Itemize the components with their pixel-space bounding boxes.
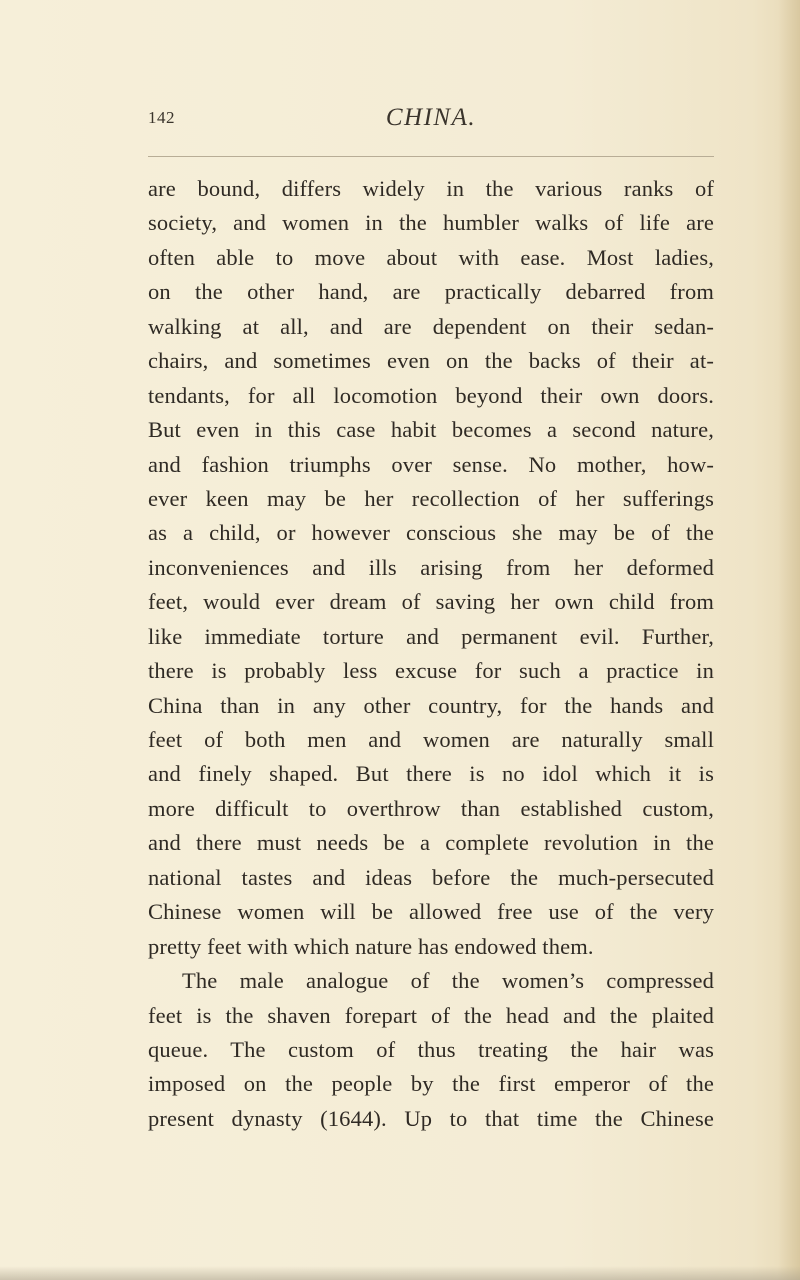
text-line: queue. The custom of thus treating the hair was <box>148 1036 714 1062</box>
page-bottom-shadow <box>0 1266 800 1280</box>
text-line: and fashion triumphs over sense. No mother, how- <box>148 451 714 477</box>
page-header <box>148 104 714 140</box>
text-line: like immediate torture and permanent evil. Further, <box>148 623 714 649</box>
text-line: chairs, and sometimes even on the backs of their at- <box>148 348 714 374</box>
text-line: tendants, for all locomotion beyond their own doors. <box>148 382 714 408</box>
text-line: Chinese women will be allowed free use of the very <box>148 899 714 925</box>
text-line: present dynasty (1644). Up to that time the Chinese <box>148 1105 714 1131</box>
text-line: China than in any other country, for the hands and <box>148 692 714 718</box>
text-line: inconveniences and ills arising from her deformed <box>148 554 714 580</box>
text-line: feet, would ever dream of saving her own child from <box>148 589 714 615</box>
text-line: feet of both men and women are naturally small <box>148 727 714 752</box>
running-head: CHINA. <box>385 104 477 131</box>
text-line: ever keen may be her recollection of her sufferings <box>148 485 714 511</box>
text-line: society, and women in the humbler walks of life are <box>148 210 714 236</box>
paragraph-end-line: pretty feet with which nature has endowed them. <box>148 933 594 959</box>
text-line: national tastes and ideas before the much-persecuted <box>148 864 714 890</box>
text-line: But even in this case habit becomes a second nature, <box>148 417 714 443</box>
text-line: there is probably less excuse for such a practice in <box>148 658 714 684</box>
page-edge-shadow <box>778 0 800 1280</box>
paragraph-start-line: The male analogue of the women’s compressed <box>182 968 714 994</box>
text-line: walking at all, and are dependent on their sedan- <box>148 313 714 339</box>
text-line: and finely shaped. But there is no idol which it is <box>148 761 714 787</box>
text-line: feet is the shaven forepart of the head and the plaited <box>148 1002 714 1028</box>
text-line: as a child, or however conscious she may be of the <box>148 520 714 546</box>
text-line: imposed on the people by the first emperor of the <box>148 1071 714 1097</box>
text-line: and there must needs be a complete revolution in the <box>148 830 714 856</box>
header-rule <box>148 156 714 157</box>
body-text <box>148 172 714 1136</box>
text-line: on the other hand, are practically debarred from <box>148 279 714 305</box>
text-line: are bound, differs widely in the various ranks of <box>148 176 714 201</box>
text-line: more difficult to overthrow than established custom, <box>148 795 714 821</box>
page-number: 142 <box>148 108 175 127</box>
text-line: often able to move about with ease. Most ladies, <box>148 244 714 270</box>
